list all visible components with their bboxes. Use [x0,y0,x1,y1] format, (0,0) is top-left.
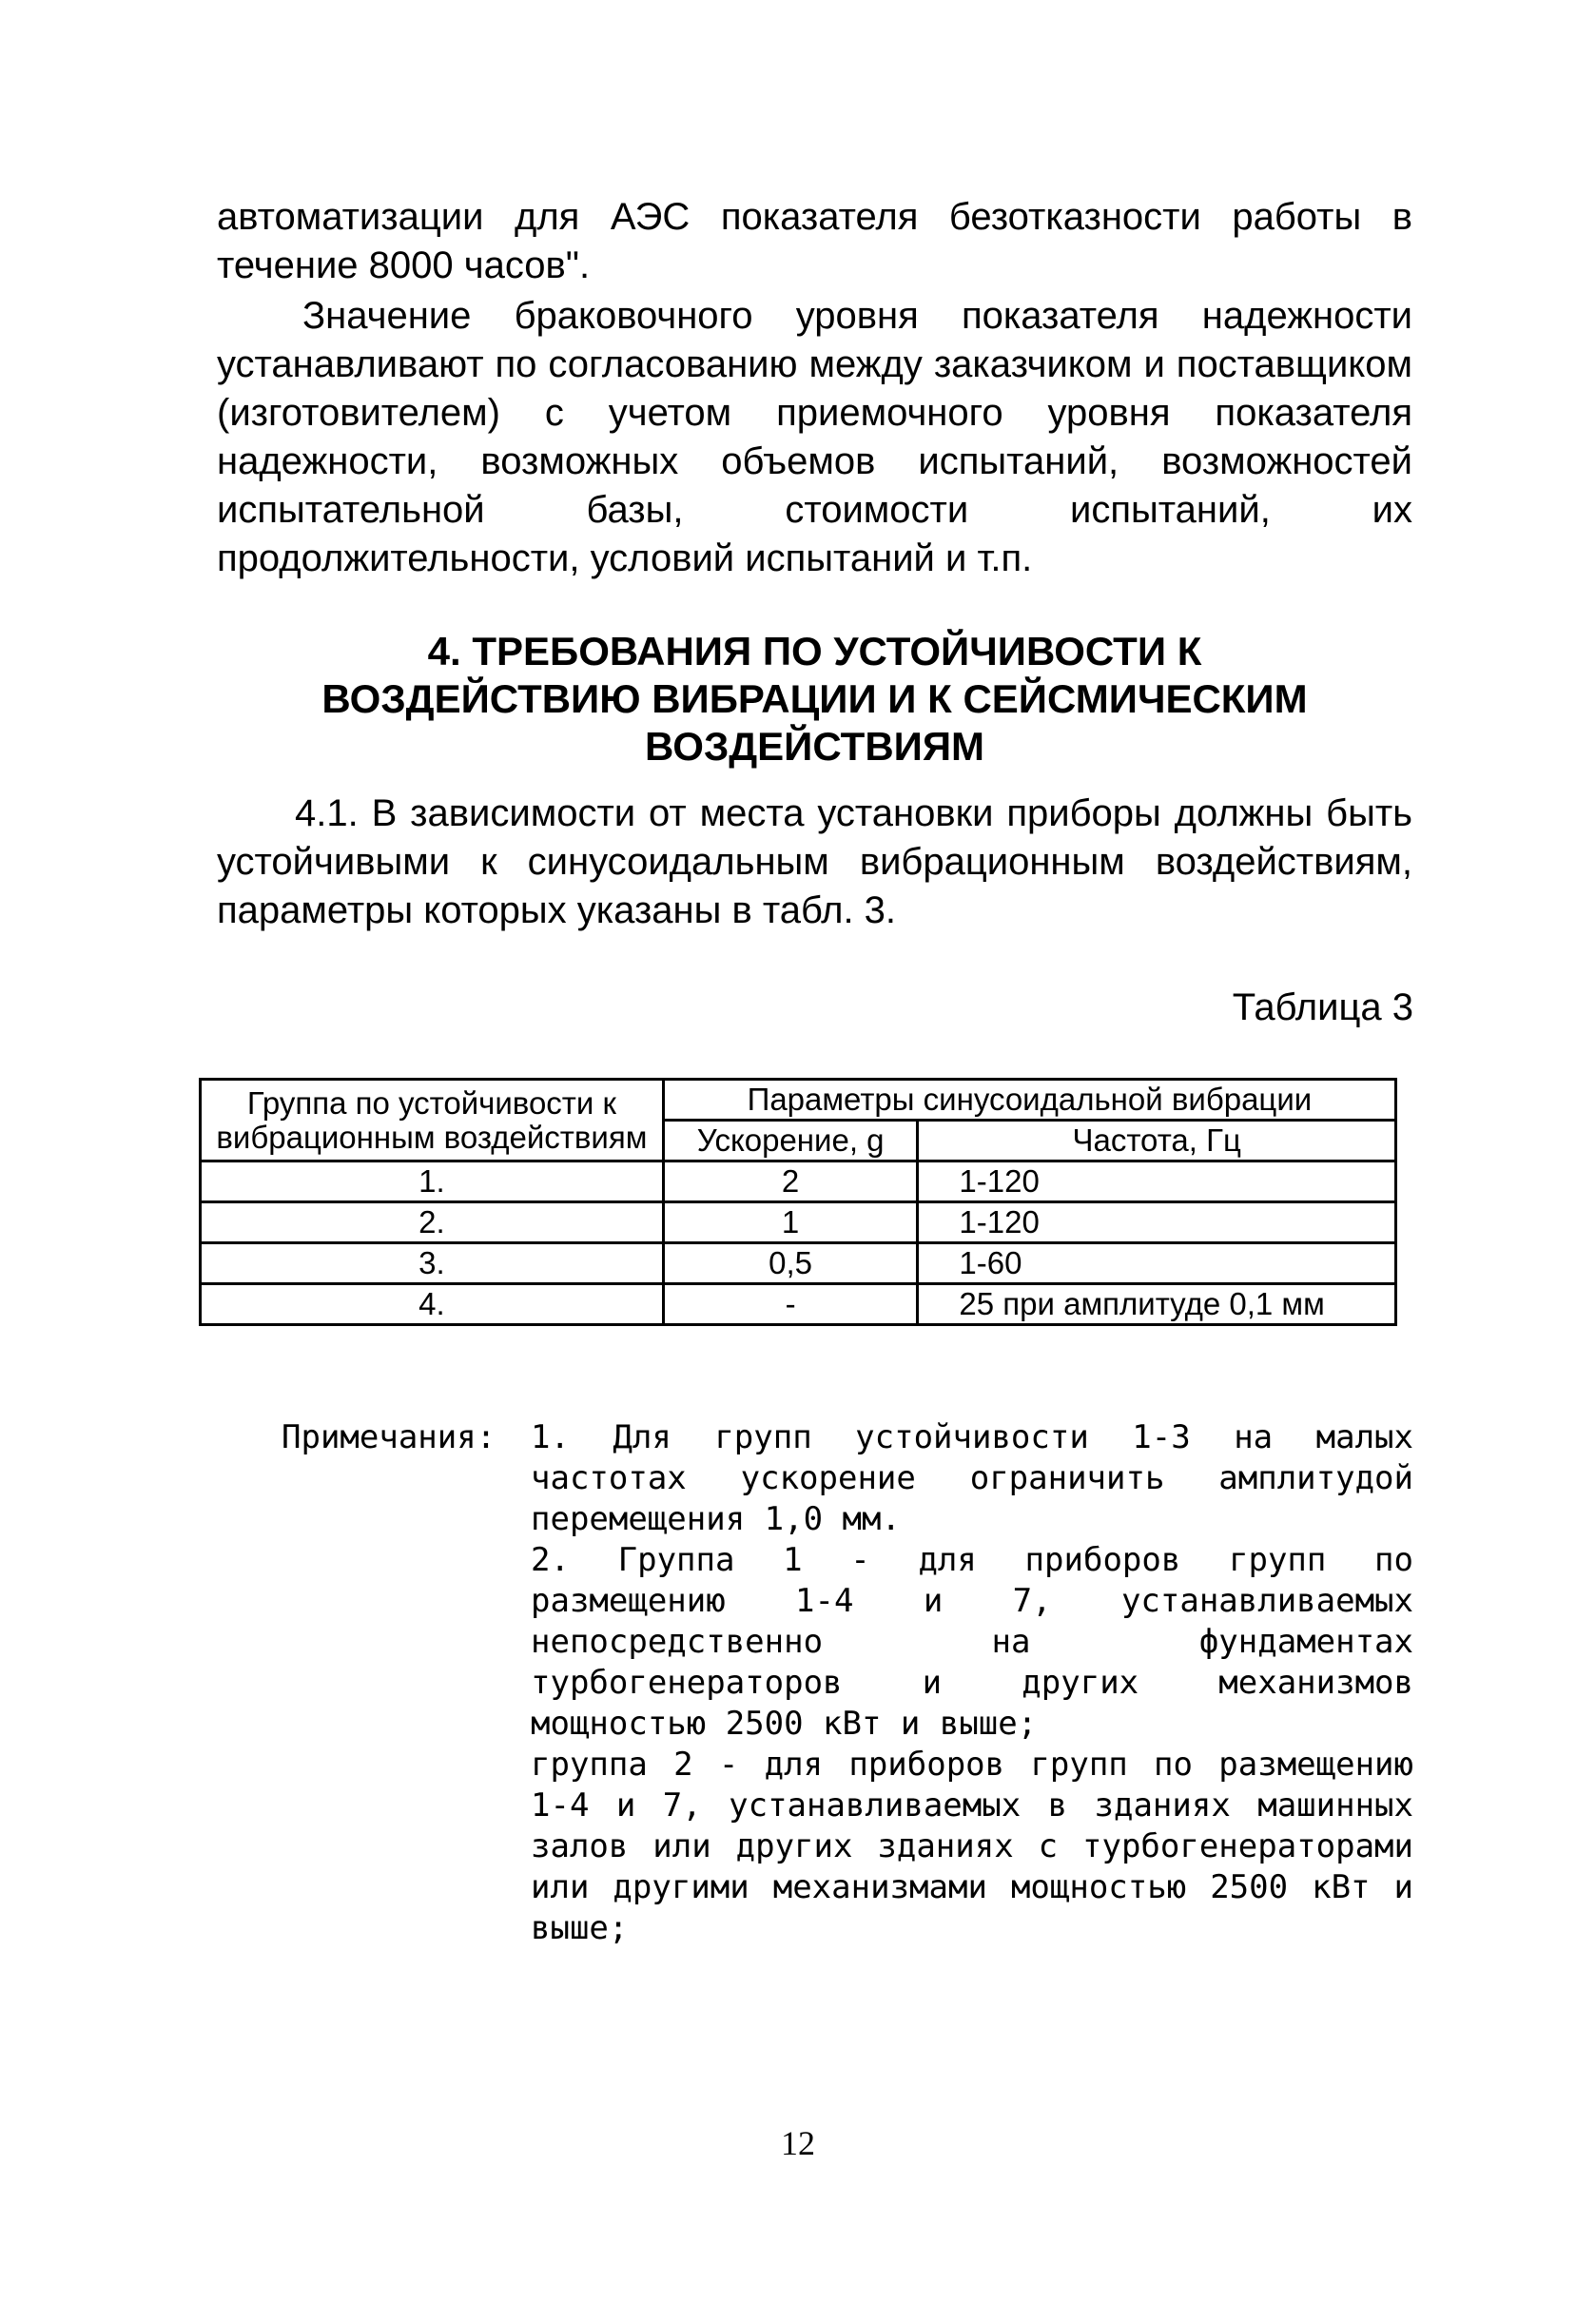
paragraph-rejection-level: Значение браковочного уровня показателя надежности устанавливают по согласованию между заказчиком и поставщиком (изготовителем) с учетом приемочного уровня показателя надежности, возможных объемов испытаний, возможностей испытательной базы, стоимости испытаний, их продолжительности, условий испытаний и т.п. [217,295,1412,579]
table-row [201,1202,1396,1243]
section-heading-line: ВОЗДЕЙСТВИЯМ [644,724,985,769]
cell-frequency: 25 при амплитуде 0,1 мм [918,1284,1396,1325]
header-frequency: Частота, Гц [918,1121,1396,1161]
header-acceleration: Ускорение, g [663,1121,918,1161]
cell-frequency: 1-120 [918,1202,1396,1243]
section-heading-line: 4. ТРЕБОВАНИЯ ПО УСТОЙЧИВОСТИ К [427,629,1202,673]
vibration-table [199,1078,1397,1326]
cell-group: 4. [201,1284,664,1325]
section-heading [217,628,1412,771]
paragraph-continuation: автоматизации для АЭС показателя безотказности работы в течение 8000 часов". [217,196,1412,286]
section-heading-line: ВОЗДЕЙСТВИЮ ВИБРАЦИИ И К СЕЙСМИЧЕСКИМ [321,676,1308,721]
note-2-group-1: 2. Группа 1 - для приборов групп по размещению 1-4 и 7, устанавливаемых непосредственно на фундаментах турбогенераторов и других механизмов мощностью 2500 кВт и выше; [531,1541,1413,1743]
header-params: Параметры синусоидальной вибрации [663,1080,1395,1121]
cell-acceleration: - [663,1284,918,1325]
paragraph-4-1: 4.1. В зависимости от места установки приборы должны быть устойчивыми к синусоидальным вибрационным воздействиям, параметры которых указаны в табл. 3. [217,792,1412,931]
cell-acceleration: 1 [663,1202,918,1243]
cell-frequency: 1-60 [918,1243,1396,1284]
cell-frequency: 1-120 [918,1161,1396,1202]
note-2-group-2: группа 2 - для приборов групп по размещению 1-4 и 7, устанавливаемых в зданиях машинных залов или других зданиях с турбогенераторами или другими механизмами мощностью 2500 кВт и выше; [531,1746,1413,1947]
cell-acceleration: 2 [663,1161,918,1202]
page-number: 12 [781,2124,815,2162]
header-group: Группа по устойчивости к вибрационным воздействиям [201,1080,664,1161]
notes-label: Примечания: [282,1418,496,1456]
table-row [201,1243,1396,1284]
table-row [201,1284,1396,1325]
cell-group: 3. [201,1243,664,1284]
notes-body [531,1417,1413,1949]
cell-group: 2. [201,1202,664,1243]
cell-acceleration: 0,5 [663,1243,918,1284]
cell-group: 1. [201,1161,664,1202]
table-row [201,1161,1396,1202]
note-1: 1. Для групп устойчивости 1-3 на малых частотах ускорение ограничить амплитудой перемещения 1,0 мм. [531,1418,1413,1538]
table-caption: Таблица 3 [1232,986,1413,1028]
